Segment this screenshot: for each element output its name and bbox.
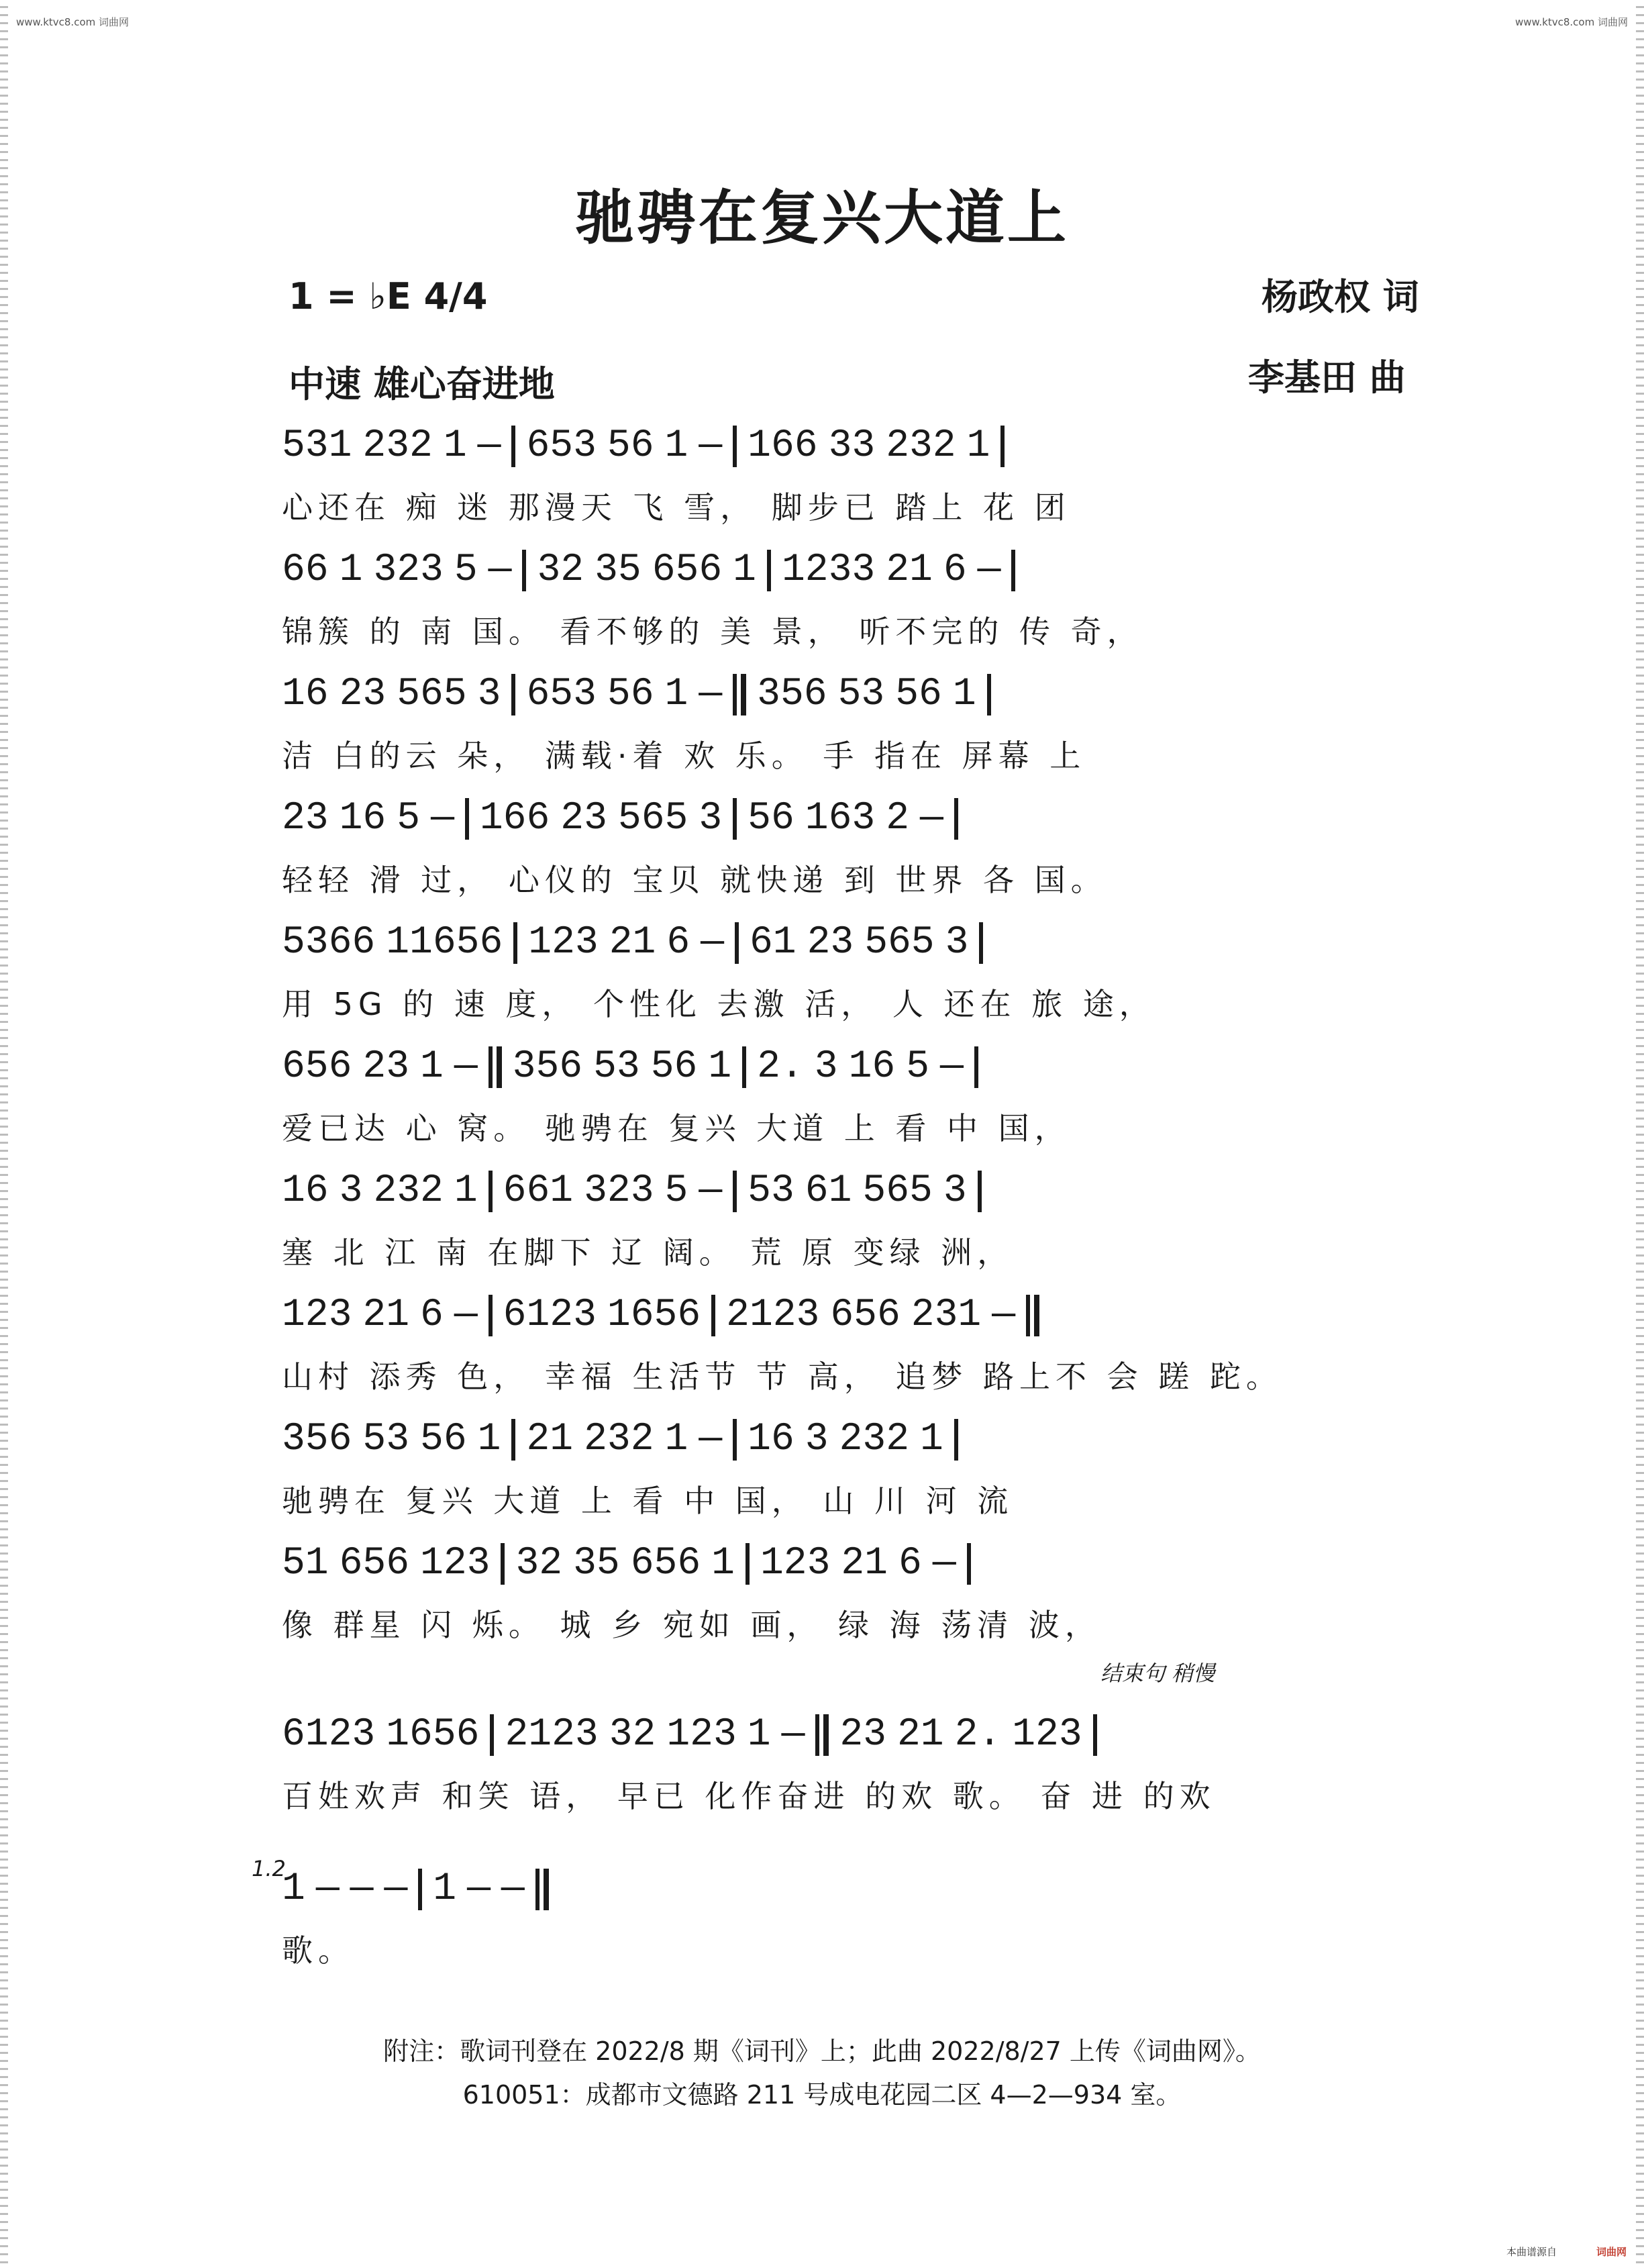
- barline: [465, 798, 469, 840]
- left-perforated-edge: [0, 0, 8, 2268]
- note-group: 21: [362, 1293, 410, 1337]
- note-group: 53: [593, 1045, 640, 1089]
- note-group: 1: [711, 1542, 735, 1585]
- note-group: 23: [807, 921, 854, 965]
- note-group: 565: [864, 921, 935, 965]
- lyricist-credit: 杨政权 词: [1262, 276, 1419, 318]
- site-logo: 词曲网: [1596, 2246, 1627, 2258]
- barline: [711, 1295, 715, 1336]
- note-group: 5: [397, 797, 421, 840]
- note-group: 56: [607, 673, 654, 716]
- score-row: [282, 1859, 1449, 1971]
- note-group: 53: [837, 673, 885, 716]
- dash-hold: —: [488, 548, 512, 592]
- note-group: 356: [512, 1045, 583, 1089]
- note-group: 21: [841, 1542, 888, 1585]
- dash-hold: —: [454, 1293, 478, 1337]
- dash-hold: —: [992, 1293, 1016, 1337]
- notation-line: [282, 1161, 1449, 1222]
- barline: [954, 798, 958, 840]
- barline: [418, 1869, 422, 1910]
- barline: [954, 1419, 958, 1461]
- barline: [733, 798, 737, 840]
- note-group: 21: [886, 548, 933, 592]
- barline: [767, 550, 771, 591]
- note-group: 1: [420, 1045, 444, 1089]
- note-group: 1: [664, 424, 688, 468]
- dash-hold: —: [431, 797, 454, 840]
- note-group: 123: [666, 1713, 737, 1757]
- dash-hold: —: [940, 1045, 964, 1089]
- notation-line: [282, 664, 1449, 725]
- barline: [511, 1419, 515, 1461]
- source-note: 本曲谱源自: [1506, 2246, 1557, 2258]
- note-group: 3: [945, 921, 969, 965]
- note-group: 3: [339, 1169, 363, 1213]
- note-group: 656: [652, 548, 723, 592]
- double-barline: [489, 1046, 502, 1088]
- notation-line: [282, 1534, 1449, 1594]
- note-group: 53: [362, 1418, 410, 1461]
- note-group: 32: [609, 1713, 656, 1757]
- note-group: 232: [362, 424, 433, 468]
- dash-hold: —: [350, 1867, 374, 1911]
- note-group: 2: [886, 797, 910, 840]
- dash-hold: —: [467, 1867, 491, 1911]
- note-group: 231: [911, 1293, 982, 1337]
- score-row: [282, 540, 1449, 652]
- dash-hold: —: [701, 921, 724, 965]
- lyrics-line: 山村 添秀 色， 幸福 生活节 节 高， 追梦 路上不 会 蹉 跎。: [282, 1359, 1282, 1395]
- double-barline: [815, 1714, 829, 1756]
- barline: [979, 922, 983, 964]
- note-group: 5: [906, 1045, 930, 1089]
- score-row: [282, 664, 1449, 776]
- barline: [967, 1543, 971, 1585]
- note-group: 1: [733, 548, 756, 592]
- dash-hold: —: [699, 1418, 723, 1461]
- note-group: 2123: [726, 1293, 820, 1337]
- note-group: 323: [373, 548, 444, 592]
- note-group: 5: [664, 1169, 688, 1213]
- note-group: 56: [420, 1418, 467, 1461]
- note-group: 1233: [781, 548, 876, 592]
- ending-instruction: 结束句 稍慢: [1100, 1661, 1215, 1686]
- note-group: 51: [282, 1542, 329, 1585]
- note-group: 23: [839, 1713, 886, 1757]
- note-group: 656: [830, 1293, 901, 1337]
- dash-hold: —: [699, 424, 723, 468]
- note-group: 1: [477, 1418, 501, 1461]
- note-group: 32: [537, 548, 584, 592]
- lyrics-line: 像 群星 闪 烁。 城 乡 宛如 画， 绿 海 荡清 波，: [282, 1607, 1101, 1643]
- barline: [489, 1295, 493, 1336]
- note-group: 1: [664, 1418, 688, 1461]
- note-group: 356: [757, 673, 827, 716]
- notation-line: [282, 1285, 1449, 1346]
- note-group: 6123: [503, 1293, 597, 1337]
- barline: [1093, 1714, 1097, 1756]
- note-group: 1: [443, 424, 467, 468]
- note-group: 1: [282, 1867, 305, 1911]
- barline: [511, 426, 515, 467]
- barline: [735, 922, 739, 964]
- barline: [978, 1171, 982, 1212]
- note-group: 16: [848, 1045, 896, 1089]
- note-group: 33: [828, 424, 876, 468]
- note-group: 2.: [954, 1713, 1002, 1757]
- double-barline: [1026, 1295, 1039, 1336]
- note-group: 16: [748, 1418, 794, 1461]
- score-row: [282, 1037, 1449, 1148]
- note-group: 232: [584, 1418, 654, 1461]
- footnote-1: 附注：歌词刊登在 2022/8 期《词刊》上；此曲 2022/8/27 上传《词曲网》。: [383, 2036, 1261, 2066]
- note-group: 6: [666, 921, 690, 965]
- barline: [501, 1543, 505, 1585]
- note-group: 35: [595, 548, 641, 592]
- note-group: 163: [805, 797, 876, 840]
- dash-hold: —: [977, 548, 1001, 592]
- lyrics-line: 百姓欢声 和笑 语， 早已 化作奋进 的欢 歌。 奋 进 的欢: [282, 1778, 1216, 1814]
- note-group: 656: [282, 1045, 352, 1089]
- volta-mark: 1.2: [252, 1856, 286, 1881]
- note-group: 123: [282, 1293, 352, 1337]
- note-group: 656: [630, 1542, 701, 1585]
- header-right: www.ktvc8.com 词曲网: [1514, 16, 1628, 28]
- note-group: 1: [433, 1867, 457, 1911]
- lyrics-line: 爱已达 心 窝。 驰骋在 复兴 大道 上 看 中 国，: [282, 1110, 1071, 1146]
- dash-hold: —: [781, 1713, 805, 1757]
- score-row: [282, 1705, 1449, 1816]
- tempo-marking: 中速 雄心奋进地: [289, 363, 555, 405]
- note-group: 2.: [757, 1045, 804, 1089]
- note-group: 21: [609, 921, 656, 965]
- barline: [733, 1171, 737, 1212]
- note-group: 6: [420, 1293, 444, 1337]
- barline: [746, 1543, 750, 1585]
- notation-line: [282, 540, 1449, 601]
- note-group: 56: [895, 673, 942, 716]
- note-group: 16: [282, 673, 329, 716]
- notation-line: [282, 416, 1449, 477]
- note-group: 1656: [386, 1713, 480, 1757]
- note-group: 56: [748, 797, 794, 840]
- note-group: 23: [560, 797, 607, 840]
- score-row: [282, 1161, 1449, 1273]
- note-group: 21: [897, 1713, 944, 1757]
- score-row: [282, 789, 1449, 900]
- note-group: 323: [584, 1169, 654, 1213]
- note-group: 6: [898, 1542, 922, 1585]
- note-group: 32: [515, 1542, 563, 1585]
- notation-line: [282, 1037, 1449, 1097]
- dash-hold: —: [699, 1169, 723, 1213]
- dash-hold: —: [699, 673, 723, 716]
- note-group: 1: [920, 1418, 943, 1461]
- note-group: 23: [339, 673, 387, 716]
- note-group: 232: [886, 424, 956, 468]
- note-group: 3: [805, 1418, 829, 1461]
- page-title: 驰骋在复兴大道上: [574, 183, 1069, 252]
- note-group: 356: [282, 1418, 352, 1461]
- note-group: 2123: [505, 1713, 599, 1757]
- note-group: 166: [479, 797, 550, 840]
- notation-line: [282, 913, 1449, 973]
- lyrics-line: 洁 白的云 朵， 满载·着 欢 乐。 手 指在 屏幕 上: [282, 738, 1086, 774]
- note-group: 123: [760, 1542, 831, 1585]
- note-group: 653: [526, 424, 597, 468]
- note-group: 1: [454, 1169, 478, 1213]
- score-row: [282, 1410, 1449, 1521]
- note-group: 6: [943, 548, 967, 592]
- score-row: [282, 1285, 1449, 1397]
- lyrics-line: 驰骋在 复兴 大道 上 看 中 国， 山 川 河 流: [282, 1483, 1014, 1519]
- note-group: 1: [339, 548, 363, 592]
- barline: [974, 1046, 978, 1088]
- composer-credit: 李基田 曲: [1248, 356, 1406, 399]
- dash-hold: —: [454, 1045, 478, 1089]
- header-left: www.ktvc8.com 词曲网: [16, 16, 130, 28]
- note-group: 3: [943, 1169, 967, 1213]
- score-row: [282, 416, 1449, 528]
- note-group: 1: [966, 424, 990, 468]
- note-group: 3: [699, 797, 723, 840]
- lyrics-line: 锦簇 的 南 国。 看不够的 美 景， 听不完的 传 奇，: [282, 613, 1143, 650]
- note-group: 123: [528, 921, 599, 965]
- note-group: 56: [650, 1045, 698, 1089]
- notation-line: [282, 1410, 1449, 1470]
- note-group: 56: [607, 424, 654, 468]
- note-group: 565: [617, 797, 688, 840]
- note-group: 5: [454, 548, 478, 592]
- note-group: 5366: [282, 921, 376, 965]
- note-group: 61: [749, 921, 797, 965]
- note-group: 123: [420, 1542, 491, 1585]
- dash-hold: —: [477, 424, 501, 468]
- score-row: [282, 1534, 1449, 1645]
- notation-line: [282, 1859, 1449, 1920]
- note-group: 3: [477, 673, 501, 716]
- note-group: 16: [282, 1169, 329, 1213]
- note-group: 6123: [282, 1713, 376, 1757]
- barline: [513, 922, 517, 964]
- note-group: 656: [339, 1542, 410, 1585]
- barline: [490, 1714, 494, 1756]
- note-group: 166: [748, 424, 818, 468]
- dash-hold: —: [384, 1867, 408, 1911]
- note-group: 123: [1012, 1713, 1082, 1757]
- barline: [733, 426, 737, 467]
- note-group: 53: [748, 1169, 794, 1213]
- note-group: 653: [526, 673, 597, 716]
- note-group: 1: [952, 673, 976, 716]
- dash-hold: —: [920, 797, 943, 840]
- note-group: 661: [503, 1169, 574, 1213]
- note-group: 1: [664, 673, 688, 716]
- note-group: 1656: [607, 1293, 701, 1337]
- lyrics-line: 塞 北 江 南 在脚下 辽 阔。 荒 原 变绿 洲，: [282, 1234, 1014, 1271]
- notation-line: [282, 789, 1449, 849]
- barline: [522, 550, 526, 591]
- lyrics-line: 轻轻 滑 过， 心仪的 宝贝 就快递 到 世界 各 国。: [282, 862, 1107, 898]
- dash-hold: —: [501, 1867, 525, 1911]
- note-group: 565: [862, 1169, 933, 1213]
- note-group: 232: [373, 1169, 444, 1213]
- note-group: 232: [839, 1418, 910, 1461]
- barline: [489, 1171, 493, 1212]
- barline: [511, 674, 515, 716]
- note-group: 565: [397, 673, 467, 716]
- lyrics-line: 用 5G 的 速 度， 个性化 去激 活， 人 还在 旅 途，: [282, 986, 1155, 1022]
- barline: [987, 674, 991, 716]
- footnote-2: 610051：成都市文德路 211 号成电花园二区 4—2—934 室。: [462, 2080, 1182, 2110]
- note-group: 61: [805, 1169, 852, 1213]
- dash-hold: —: [315, 1867, 340, 1911]
- note-group: 1: [747, 1713, 771, 1757]
- note-group: 23: [362, 1045, 410, 1089]
- barline: [1000, 426, 1005, 467]
- note-group: 16: [339, 797, 387, 840]
- double-barline: [733, 674, 746, 716]
- score-row: [282, 913, 1449, 1024]
- note-group: 21: [526, 1418, 574, 1461]
- lyrics-line: 心还在 痴 迷 那漫天 飞 雪， 脚步已 踏上 花 团: [282, 489, 1071, 526]
- note-group: 3: [814, 1045, 838, 1089]
- note-group: 1: [708, 1045, 732, 1089]
- note-group: 11656: [386, 921, 503, 965]
- double-barline: [535, 1869, 549, 1910]
- dash-hold: —: [932, 1542, 956, 1585]
- barline: [733, 1419, 737, 1461]
- note-group: 23: [282, 797, 329, 840]
- barline: [742, 1046, 746, 1088]
- notation-line: [282, 1705, 1449, 1765]
- lyrics-line: 歌。: [282, 1932, 354, 1969]
- note-group: 66: [282, 548, 329, 592]
- key-signature: 1 = ♭E 4/4: [289, 275, 488, 317]
- note-group: 531: [282, 424, 352, 468]
- right-perforated-edge: [1636, 0, 1644, 2268]
- barline: [1011, 550, 1015, 591]
- note-group: 35: [573, 1542, 620, 1585]
